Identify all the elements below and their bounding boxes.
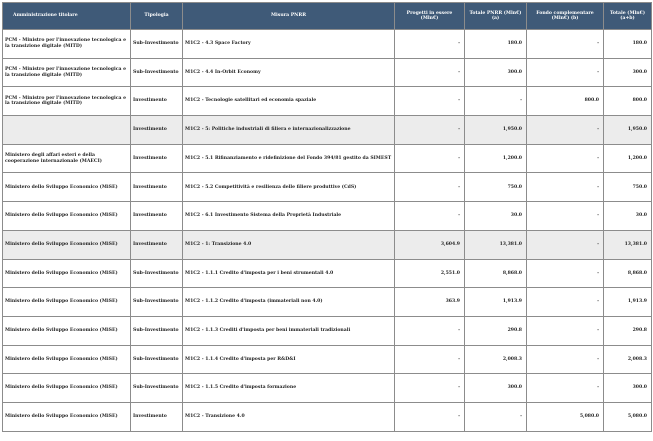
cell-progetti: -: [395, 116, 465, 145]
cell-tipologia: Sub-Investimento: [131, 259, 183, 288]
cell-progetti: 363.9: [395, 288, 465, 317]
cell-totale-pnrr: 300.0: [465, 374, 527, 403]
table-row: [3, 144, 652, 173]
cell-tipologia: Sub-Investimento: [131, 345, 183, 374]
cell-progetti: -: [395, 374, 465, 403]
cell-misura: M1C2 - Transizione 4.0: [183, 402, 395, 431]
cell-totale-pnrr: 290.8: [465, 316, 527, 345]
cell-fondo: -: [527, 316, 604, 345]
cell-amministrazione: Ministero dello Sviluppo Economico (MiSE): [3, 230, 131, 259]
cell-fondo: -: [527, 30, 604, 59]
cell-tipologia: Investimento: [131, 173, 183, 202]
table-row: [3, 288, 652, 317]
cell-fondo: -: [527, 173, 604, 202]
cell-totale: 300.0: [604, 374, 652, 403]
cell-totale: 8,868.0: [604, 259, 652, 288]
cell-progetti: -: [395, 316, 465, 345]
table-row: [3, 173, 652, 202]
cell-totale: 1,950.0: [604, 116, 652, 145]
cell-amministrazione: Ministero degli affari esteri e della cooperazione internazionale (MAECI): [3, 144, 131, 173]
cell-misura: M1C2 - 5.1 Rifinanziamento e ridefinizione del Fondo 394/81 gestito da SIMEST: [183, 144, 395, 173]
cell-misura: M1C2 - 1.1.1 Credito d'imposta per i beni strumentali 4.0: [183, 259, 395, 288]
cell-amministrazione: Ministero dello Sviluppo Economico (MiSE): [3, 288, 131, 317]
cell-amministrazione: Ministero dello Sviluppo Economico (MiSE): [3, 402, 131, 431]
table-row: [3, 30, 652, 59]
pnrr-measures-table: [2, 2, 652, 432]
cell-fondo: 5,080.0: [527, 402, 604, 431]
cell-amministrazione: PCM - Ministro per l'innovazione tecnologica e la transizione digitale (MITD): [3, 30, 131, 59]
cell-tipologia: Sub-Investimento: [131, 288, 183, 317]
table-row: [3, 202, 652, 231]
table-row: [3, 116, 652, 145]
cell-totale: 750.0: [604, 173, 652, 202]
cell-misura: M1C2 - 1: Transizione 4.0: [183, 230, 395, 259]
cell-amministrazione: Ministero dello Sviluppo Economico (MiSE): [3, 345, 131, 374]
cell-amministrazione: Ministero dello Sviluppo Economico (MiSE): [3, 173, 131, 202]
table-row: [3, 58, 652, 87]
header-totale-pnrr: Totale PNRR (Mln€) (a): [465, 3, 527, 30]
cell-misura: M1C2 - 1.1.2 Credito d'imposta (immateriali non 4.0): [183, 288, 395, 317]
cell-fondo: -: [527, 288, 604, 317]
cell-progetti: -: [395, 30, 465, 59]
cell-fondo: -: [527, 144, 604, 173]
cell-fondo: -: [527, 345, 604, 374]
header-row: [3, 3, 652, 30]
cell-amministrazione: [3, 116, 131, 145]
cell-amministrazione: PCM - Ministro per l'innovazione tecnologica e la transizione digitale (MITD): [3, 87, 131, 116]
cell-tipologia: Investimento: [131, 116, 183, 145]
cell-totale: 1,913.9: [604, 288, 652, 317]
cell-totale: 290.8: [604, 316, 652, 345]
cell-fondo: 800.0: [527, 87, 604, 116]
cell-tipologia: Investimento: [131, 202, 183, 231]
cell-fondo: -: [527, 230, 604, 259]
cell-progetti: 2,551.0: [395, 259, 465, 288]
cell-progetti: -: [395, 345, 465, 374]
header-misura: Misura PNRR: [183, 3, 395, 30]
cell-tipologia: Investimento: [131, 87, 183, 116]
cell-totale: 5,080.0: [604, 402, 652, 431]
cell-tipologia: Sub-Investimento: [131, 316, 183, 345]
cell-amministrazione: Ministero dello Sviluppo Economico (MiSE): [3, 202, 131, 231]
table-row: [3, 345, 652, 374]
cell-totale: 1,200.0: [604, 144, 652, 173]
cell-totale-pnrr: 30.0: [465, 202, 527, 231]
cell-progetti: -: [395, 58, 465, 87]
cell-totale-pnrr: 2,008.3: [465, 345, 527, 374]
cell-totale-pnrr: -: [465, 87, 527, 116]
cell-amministrazione: Ministero dello Sviluppo Economico (MiSE): [3, 316, 131, 345]
cell-totale: 180.0: [604, 30, 652, 59]
table-row: [3, 316, 652, 345]
cell-tipologia: Investimento: [131, 230, 183, 259]
cell-progetti: -: [395, 144, 465, 173]
cell-fondo: -: [527, 259, 604, 288]
cell-misura: M1C2 - 1.1.3 Crediti d'imposta per beni immateriali tradizionali: [183, 316, 395, 345]
cell-tipologia: Investimento: [131, 402, 183, 431]
cell-amministrazione: PCM - Ministro per l'innovazione tecnologica e la transizione digitale (MITD): [3, 58, 131, 87]
cell-misura: M1C2 - 5: Politiche industriali di filiera e internazionalizzazione: [183, 116, 395, 145]
table-row: [3, 374, 652, 403]
cell-totale-pnrr: 13,381.0: [465, 230, 527, 259]
cell-totale-pnrr: 8,868.0: [465, 259, 527, 288]
cell-totale-pnrr: 1,950.0: [465, 116, 527, 145]
cell-totale-pnrr: 300.0: [465, 58, 527, 87]
cell-progetti: -: [395, 87, 465, 116]
table-row: [3, 402, 652, 431]
cell-misura: M1C2 - 6.1 Investimento Sistema della Proprietà Industriale: [183, 202, 395, 231]
cell-progetti: -: [395, 402, 465, 431]
cell-amministrazione: Ministero dello Sviluppo Economico (MiSE): [3, 374, 131, 403]
header-fondo: Fondo complementare (Mln€) (b): [527, 3, 604, 30]
table-row: [3, 259, 652, 288]
cell-misura: M1C2 - 1.1.4 Credito d'imposta per R&D&I: [183, 345, 395, 374]
cell-totale: 800.0: [604, 87, 652, 116]
cell-fondo: -: [527, 116, 604, 145]
cell-misura: M1C2 - 4.3 Space Factory: [183, 30, 395, 59]
cell-fondo: -: [527, 374, 604, 403]
table-row: [3, 87, 652, 116]
cell-totale: 2,008.3: [604, 345, 652, 374]
cell-amministrazione: Ministero dello Sviluppo Economico (MiSE): [3, 259, 131, 288]
cell-totale-pnrr: 180.0: [465, 30, 527, 59]
cell-misura: M1C2 - 4.4 In-Orbit Economy: [183, 58, 395, 87]
cell-misura: M1C2 - 1.1.5 Credito d'imposta formazione: [183, 374, 395, 403]
cell-totale: 300.0: [604, 58, 652, 87]
table-row: [3, 230, 652, 259]
cell-progetti: -: [395, 173, 465, 202]
cell-totale-pnrr: 750.0: [465, 173, 527, 202]
cell-tipologia: Investimento: [131, 144, 183, 173]
cell-fondo: -: [527, 58, 604, 87]
cell-progetti: 3,604.9: [395, 230, 465, 259]
cell-tipologia: Sub-Investimento: [131, 58, 183, 87]
header-tipologia: Tipologia: [131, 3, 183, 30]
header-progetti: Progetti in essere (Mln€): [395, 3, 465, 30]
header-totale: Totale (Mln€) (a+b): [604, 3, 652, 30]
cell-totale-pnrr: 1,200.0: [465, 144, 527, 173]
cell-misura: M1C2 - 5.2 Competitività e resilienza delle filiere produttive (CdS): [183, 173, 395, 202]
cell-misura: M1C2 - Tecnologie satellitari ed economia spaziale: [183, 87, 395, 116]
cell-totale-pnrr: 1,913.9: [465, 288, 527, 317]
header-amministrazione: Amministrazione titolare: [3, 3, 131, 30]
cell-totale-pnrr: -: [465, 402, 527, 431]
table-body: [3, 30, 652, 432]
cell-progetti: -: [395, 202, 465, 231]
cell-tipologia: Sub-Investimento: [131, 30, 183, 59]
cell-totale: 13,381.0: [604, 230, 652, 259]
cell-tipologia: Sub-Investimento: [131, 374, 183, 403]
cell-fondo: -: [527, 202, 604, 231]
cell-totale: 30.0: [604, 202, 652, 231]
